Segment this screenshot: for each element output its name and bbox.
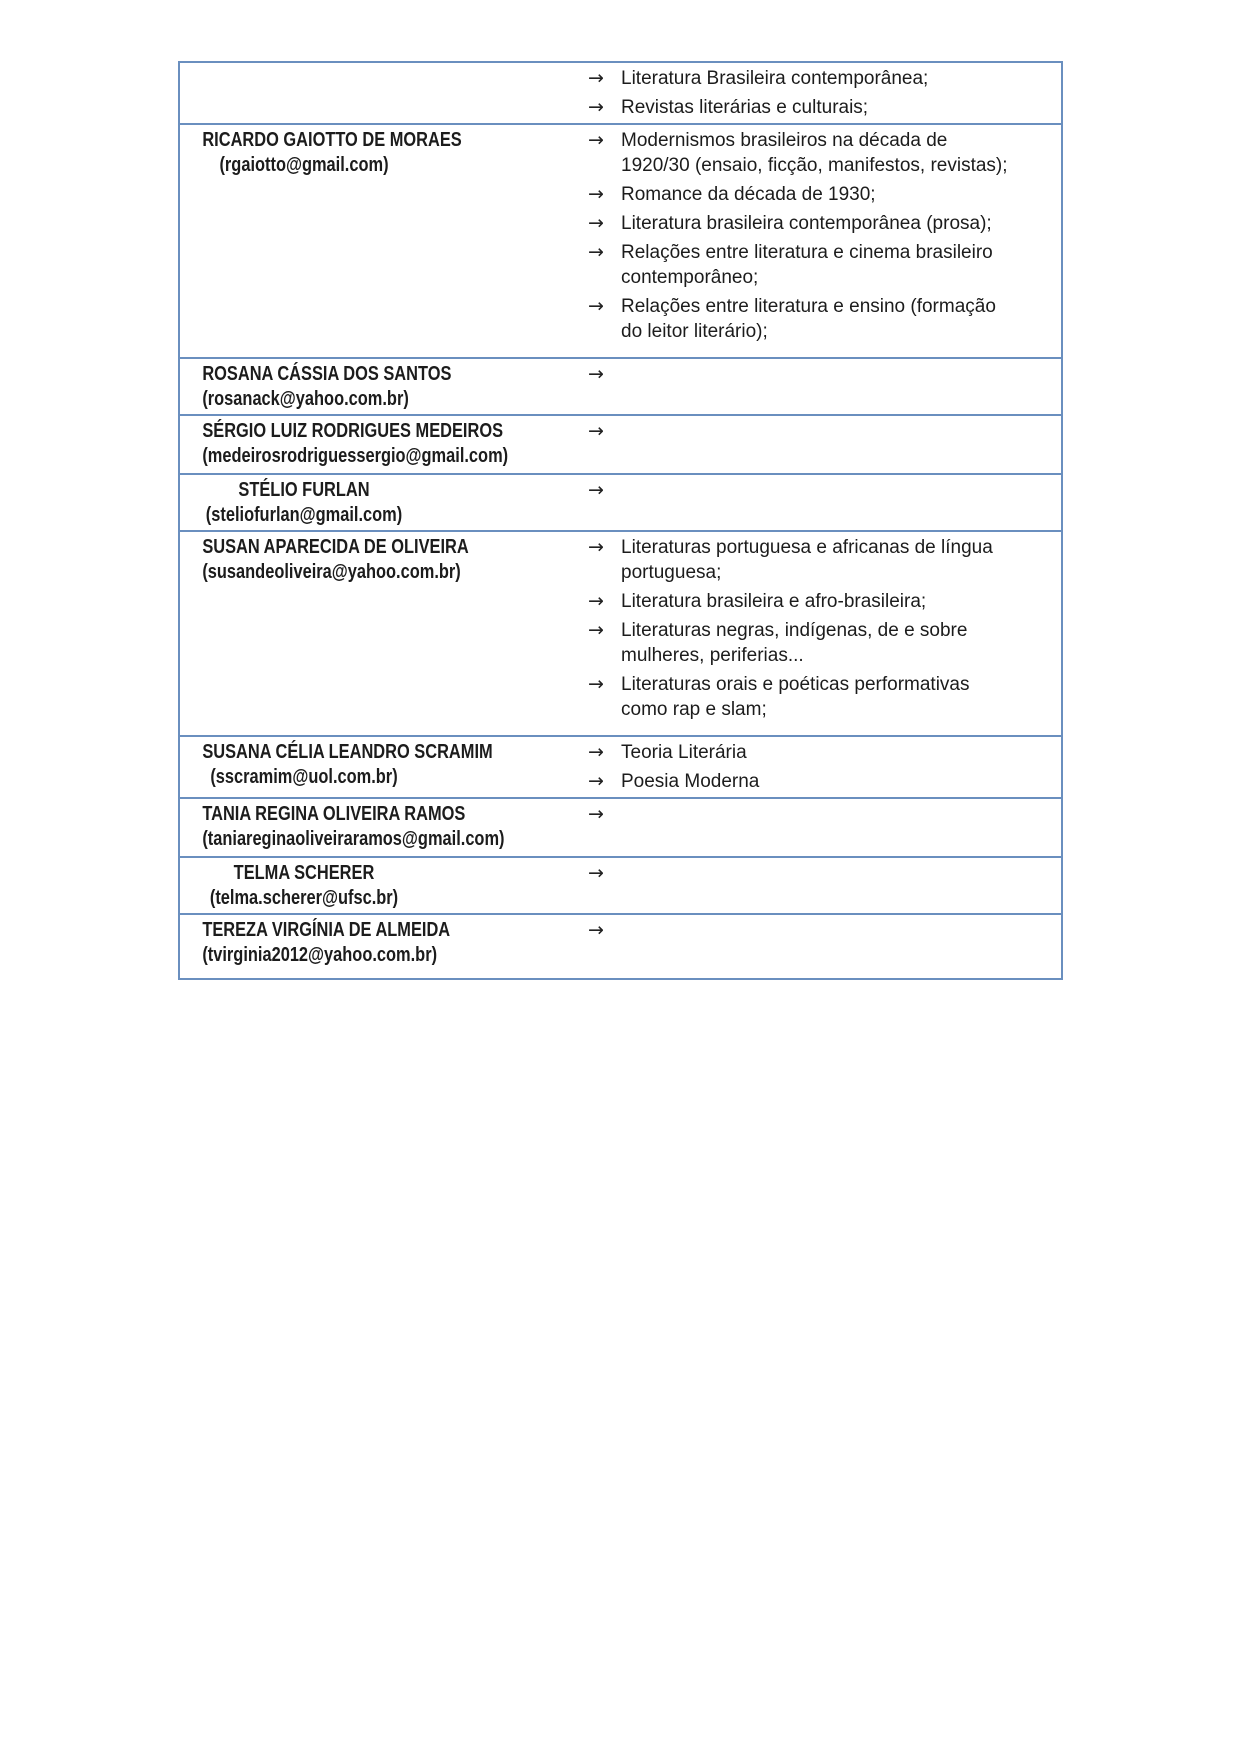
topic-line: Literatura brasileira e afro-brasileira; [621,591,927,612]
name-cell [180,799,505,854]
professor-identity [202,535,469,585]
topic-line: Revistas literárias e culturais; [621,97,869,118]
table-row [180,63,1061,125]
topic-line: Modernismos brasileiros na década de [621,130,948,151]
topic-item [588,618,1055,668]
topic-text [621,66,928,91]
topics-cell [428,799,1061,830]
professor-email: (rosanack@yahoo.com.br) [202,388,409,410]
topic-line: portuguesa; [621,562,722,583]
table-row [180,475,1061,532]
topic-item [588,362,1055,387]
topics-cell [428,532,1061,725]
professor-name: SUSANA CÉLIA LEANDRO SCRAMIM [202,741,493,763]
topic-line: Relações entre literatura e ensino (formação [621,296,996,317]
name-cell [180,532,469,587]
topic-item [588,419,1055,444]
topic-line: Teoria Literária [621,742,747,763]
table-row [180,858,1061,915]
topic-item [588,918,1055,943]
professor-name: SUSAN APARECIDA DE OLIVEIRA [202,536,469,558]
arrow-icon: → [588,67,604,89]
topic-text [621,128,1008,178]
topic-text [621,618,967,668]
topic-text [621,95,868,120]
topic-item [588,211,1055,236]
topic-text [621,589,926,614]
topic-line: Literatura Brasileira contemporânea; [621,68,929,89]
table-row [180,416,1061,475]
name-cell [180,475,428,530]
arrow-icon: → [588,420,604,442]
name-cell [180,737,493,792]
topics-cell [428,858,1061,889]
arrow-icon: → [588,183,604,205]
arrow-icon: → [588,673,604,695]
topic-item [588,128,1055,178]
topic-line: Literaturas negras, indígenas, de e sobre [621,620,968,641]
professor-identity [202,740,493,790]
topic-item [588,802,1055,827]
professor-identity [202,918,451,968]
topic-item [588,861,1055,886]
topic-line: 1920/30 (ensaio, ficção, manifestos, revistas); [621,155,1008,176]
professor-name: ROSANA CÁSSIA DOS SANTOS [202,363,452,385]
arrow-icon: → [588,741,604,763]
topics-cell [428,125,1061,347]
topic-line: Relações entre literatura e cinema brasileiro [621,242,993,263]
name-cell [180,359,452,414]
topic-line: Literatura brasileira contemporânea (prosa); [621,213,992,234]
professor-name: TANIA REGINA OLIVEIRA RAMOS [202,803,466,825]
topic-text [621,672,970,722]
topic-line: mulheres, periferias... [621,645,804,666]
arrow-icon: → [588,803,604,825]
name-cell [180,858,428,913]
topic-line: Literaturas orais e poéticas performativas [621,674,970,695]
professor-email: (steliofurlan@gmail.com) [205,504,403,526]
professor-name: STÉLIO FURLAN [238,479,370,501]
topic-item [588,478,1055,503]
professor-identity [202,861,405,911]
arrow-icon: → [588,479,604,501]
arrow-icon: → [588,96,604,118]
arrow-icon: → [588,129,604,151]
topic-line: Romance da década de 1930; [621,184,876,205]
topic-item [588,672,1055,722]
arrow-icon: → [588,363,604,385]
table-row [180,125,1061,359]
topic-item [588,589,1055,614]
topic-line: como rap e slam; [621,699,767,720]
arrow-icon: → [588,536,604,558]
professor-name: RICARDO GAIOTTO DE MORAES [202,129,462,151]
topic-text [621,535,993,585]
topic-item [588,66,1055,91]
arrow-icon: → [588,770,604,792]
topic-text [621,294,996,344]
arrow-icon: → [588,212,604,234]
topic-line: Poesia Moderna [621,771,760,792]
table-row [180,737,1061,799]
name-cell [180,416,509,471]
topic-text [621,211,992,236]
professor-name: TELMA SCHERER [233,862,375,884]
professor-email: (telma.scherer@ufsc.br) [209,887,399,909]
topic-item [588,294,1055,344]
topic-item [588,240,1055,290]
arrow-icon: → [588,295,604,317]
topics-cell [428,416,1061,447]
topic-text [621,769,759,794]
topics-cell [428,475,1061,506]
professor-email: (medeirosrodriguessergio@gmail.com) [202,445,509,467]
name-cell [180,63,428,68]
name-cell [180,125,462,180]
topics-cell [428,737,1061,797]
topic-item [588,769,1055,794]
table-row [180,359,1061,416]
professor-email: (rgaiotto@gmail.com) [219,154,389,176]
professor-email: (taniareginaoliveiraramos@gmail.com) [202,828,505,850]
topic-line: Literaturas portuguesa e africanas de língua [621,537,993,558]
topic-item [588,535,1055,585]
topic-item [588,182,1055,207]
professor-identity [202,478,405,528]
topic-item [588,740,1055,765]
topic-text [621,240,993,290]
topic-line: contemporâneo; [621,267,759,288]
topics-cell [428,359,1061,390]
arrow-icon: → [588,619,604,641]
table-row [180,915,1061,978]
name-cell [180,915,451,970]
professors-table [178,61,1063,980]
arrow-icon: → [588,919,604,941]
professor-identity [202,419,509,469]
arrow-icon: → [588,590,604,612]
topic-text [621,182,876,207]
topic-text [621,740,747,765]
professor-name: SÉRGIO LUIZ RODRIGUES MEDEIROS [202,420,504,442]
topic-line: do leitor literário); [621,321,768,342]
arrow-icon: → [588,241,604,263]
topic-item [588,95,1055,120]
arrow-icon: → [588,862,604,884]
topics-cell [428,915,1061,946]
professor-identity [202,128,462,178]
table-row [180,532,1061,737]
professor-identity [202,802,505,852]
table-row [180,799,1061,858]
topics-cell [428,63,1061,123]
professor-identity [202,362,452,412]
professor-email: (sscramim@uol.com.br) [210,766,398,788]
professor-name: TEREZA VIRGÍNIA DE ALMEIDA [202,919,451,941]
professor-email: (susandeoliveira@yahoo.com.br) [202,561,461,583]
professor-email: (tvirginia2012@yahoo.com.br) [202,944,438,966]
